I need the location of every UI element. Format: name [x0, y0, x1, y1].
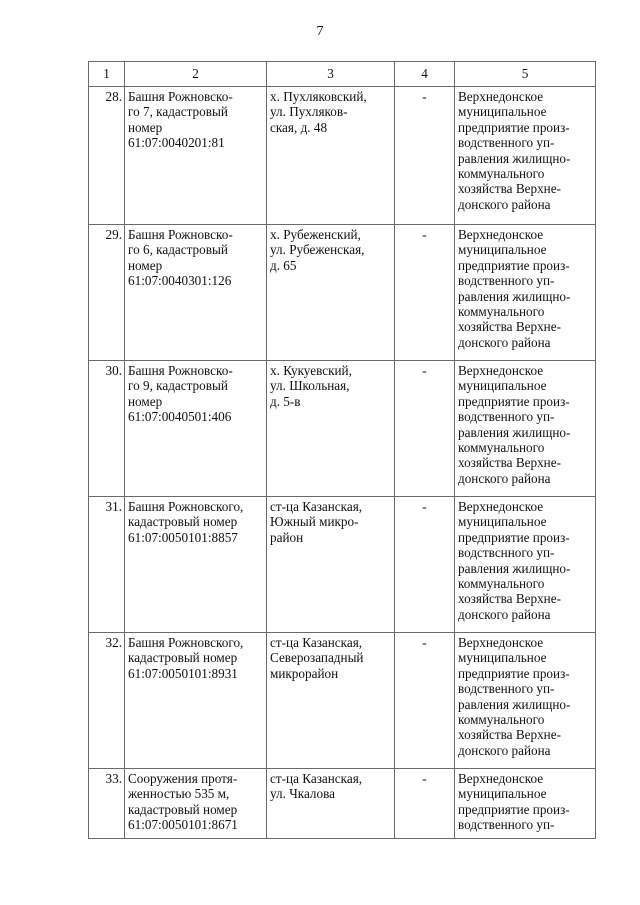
column-header: 2 [125, 62, 267, 87]
object-address: ст-ца Казанская, Северозападный микрорайон [267, 633, 395, 769]
object-address: ст-ца Казанская, ул. Чкалова [267, 769, 395, 839]
object-name: Сооружения протя- женностью 535 м, кадастровый номер 61:07:0050101:8671 [125, 769, 267, 839]
row-number: 32. [89, 633, 125, 769]
header-row [89, 62, 596, 87]
object-name: Башня Рожновского, кадастровый номер 61:07:0050101:8931 [125, 633, 267, 769]
holder-name: Верхнедонское муниципальное предприятие произ- водствснного уп- равления жилищно- коммунального хозяйства Верхне- донского района [455, 497, 596, 633]
property-table [88, 61, 596, 839]
object-address: х. Кукуевский, ул. Школьная, д. 5-в [267, 361, 395, 497]
row-number: 30. [89, 361, 125, 497]
holder-name: Верхнедонское муниципальное предприятие произ- водственного уп- равления жилищно- коммунального хозяйства Верхне- донского района [455, 633, 596, 769]
column-4-value: - [395, 87, 455, 225]
column-4-value: - [395, 769, 455, 839]
column-header: 1 [89, 62, 125, 87]
table-row [89, 87, 596, 225]
object-address: х. Рубеженский, ул. Рубеженская, д. 65 [267, 225, 395, 361]
object-name: Башня Рожновско- го 7, кадастровый номер 61:07:0040201:81 [125, 87, 267, 225]
row-number: 29. [89, 225, 125, 361]
column-4-value: - [395, 633, 455, 769]
holder-name: Верхнедонское муниципальное предприятие произ- водственного уп- равления жилищно- коммунального хозяйства Верхне- донского района [455, 87, 596, 225]
column-header: 5 [455, 62, 596, 87]
table-row [89, 769, 596, 839]
page-number: 7 [316, 24, 324, 39]
table-row [89, 225, 596, 361]
object-address: ст-ца Казанская, Южный микро- район [267, 497, 395, 633]
column-4-value: - [395, 497, 455, 633]
holder-name: Верхнедонское муниципальное предприятие произ- водственного уп- [455, 769, 596, 839]
object-name: Башня Рожновско- го 9, кадастровый номер 61:07:0040501:406 [125, 361, 267, 497]
row-number: 31. [89, 497, 125, 633]
row-number: 28. [89, 87, 125, 225]
holder-name: Верхнедонское муниципальное предприятие произ- водственного уп- равления жилищно- коммунального хозяйства Верхне- донского района [455, 361, 596, 497]
row-number: 33. [89, 769, 125, 839]
table-row [89, 633, 596, 769]
column-4-value: - [395, 361, 455, 497]
column-header: 4 [395, 62, 455, 87]
object-address: х. Пухляковский, ул. Пухляков- ская, д. 48 [267, 87, 395, 225]
holder-name: Верхнедонское муниципальное предприятие произ- водственного уп- равления жилищно- коммунального хозяйства Верхне- донского района [455, 225, 596, 361]
column-4-value: - [395, 225, 455, 361]
column-header: 3 [267, 62, 395, 87]
table-row [89, 497, 596, 633]
table-row [89, 361, 596, 497]
object-name: Башня Рожновско- го 6, кадастровый номер 61:07:0040301:126 [125, 225, 267, 361]
object-name: Башня Рожновского, кадастровый номер 61:07:0050101:8857 [125, 497, 267, 633]
